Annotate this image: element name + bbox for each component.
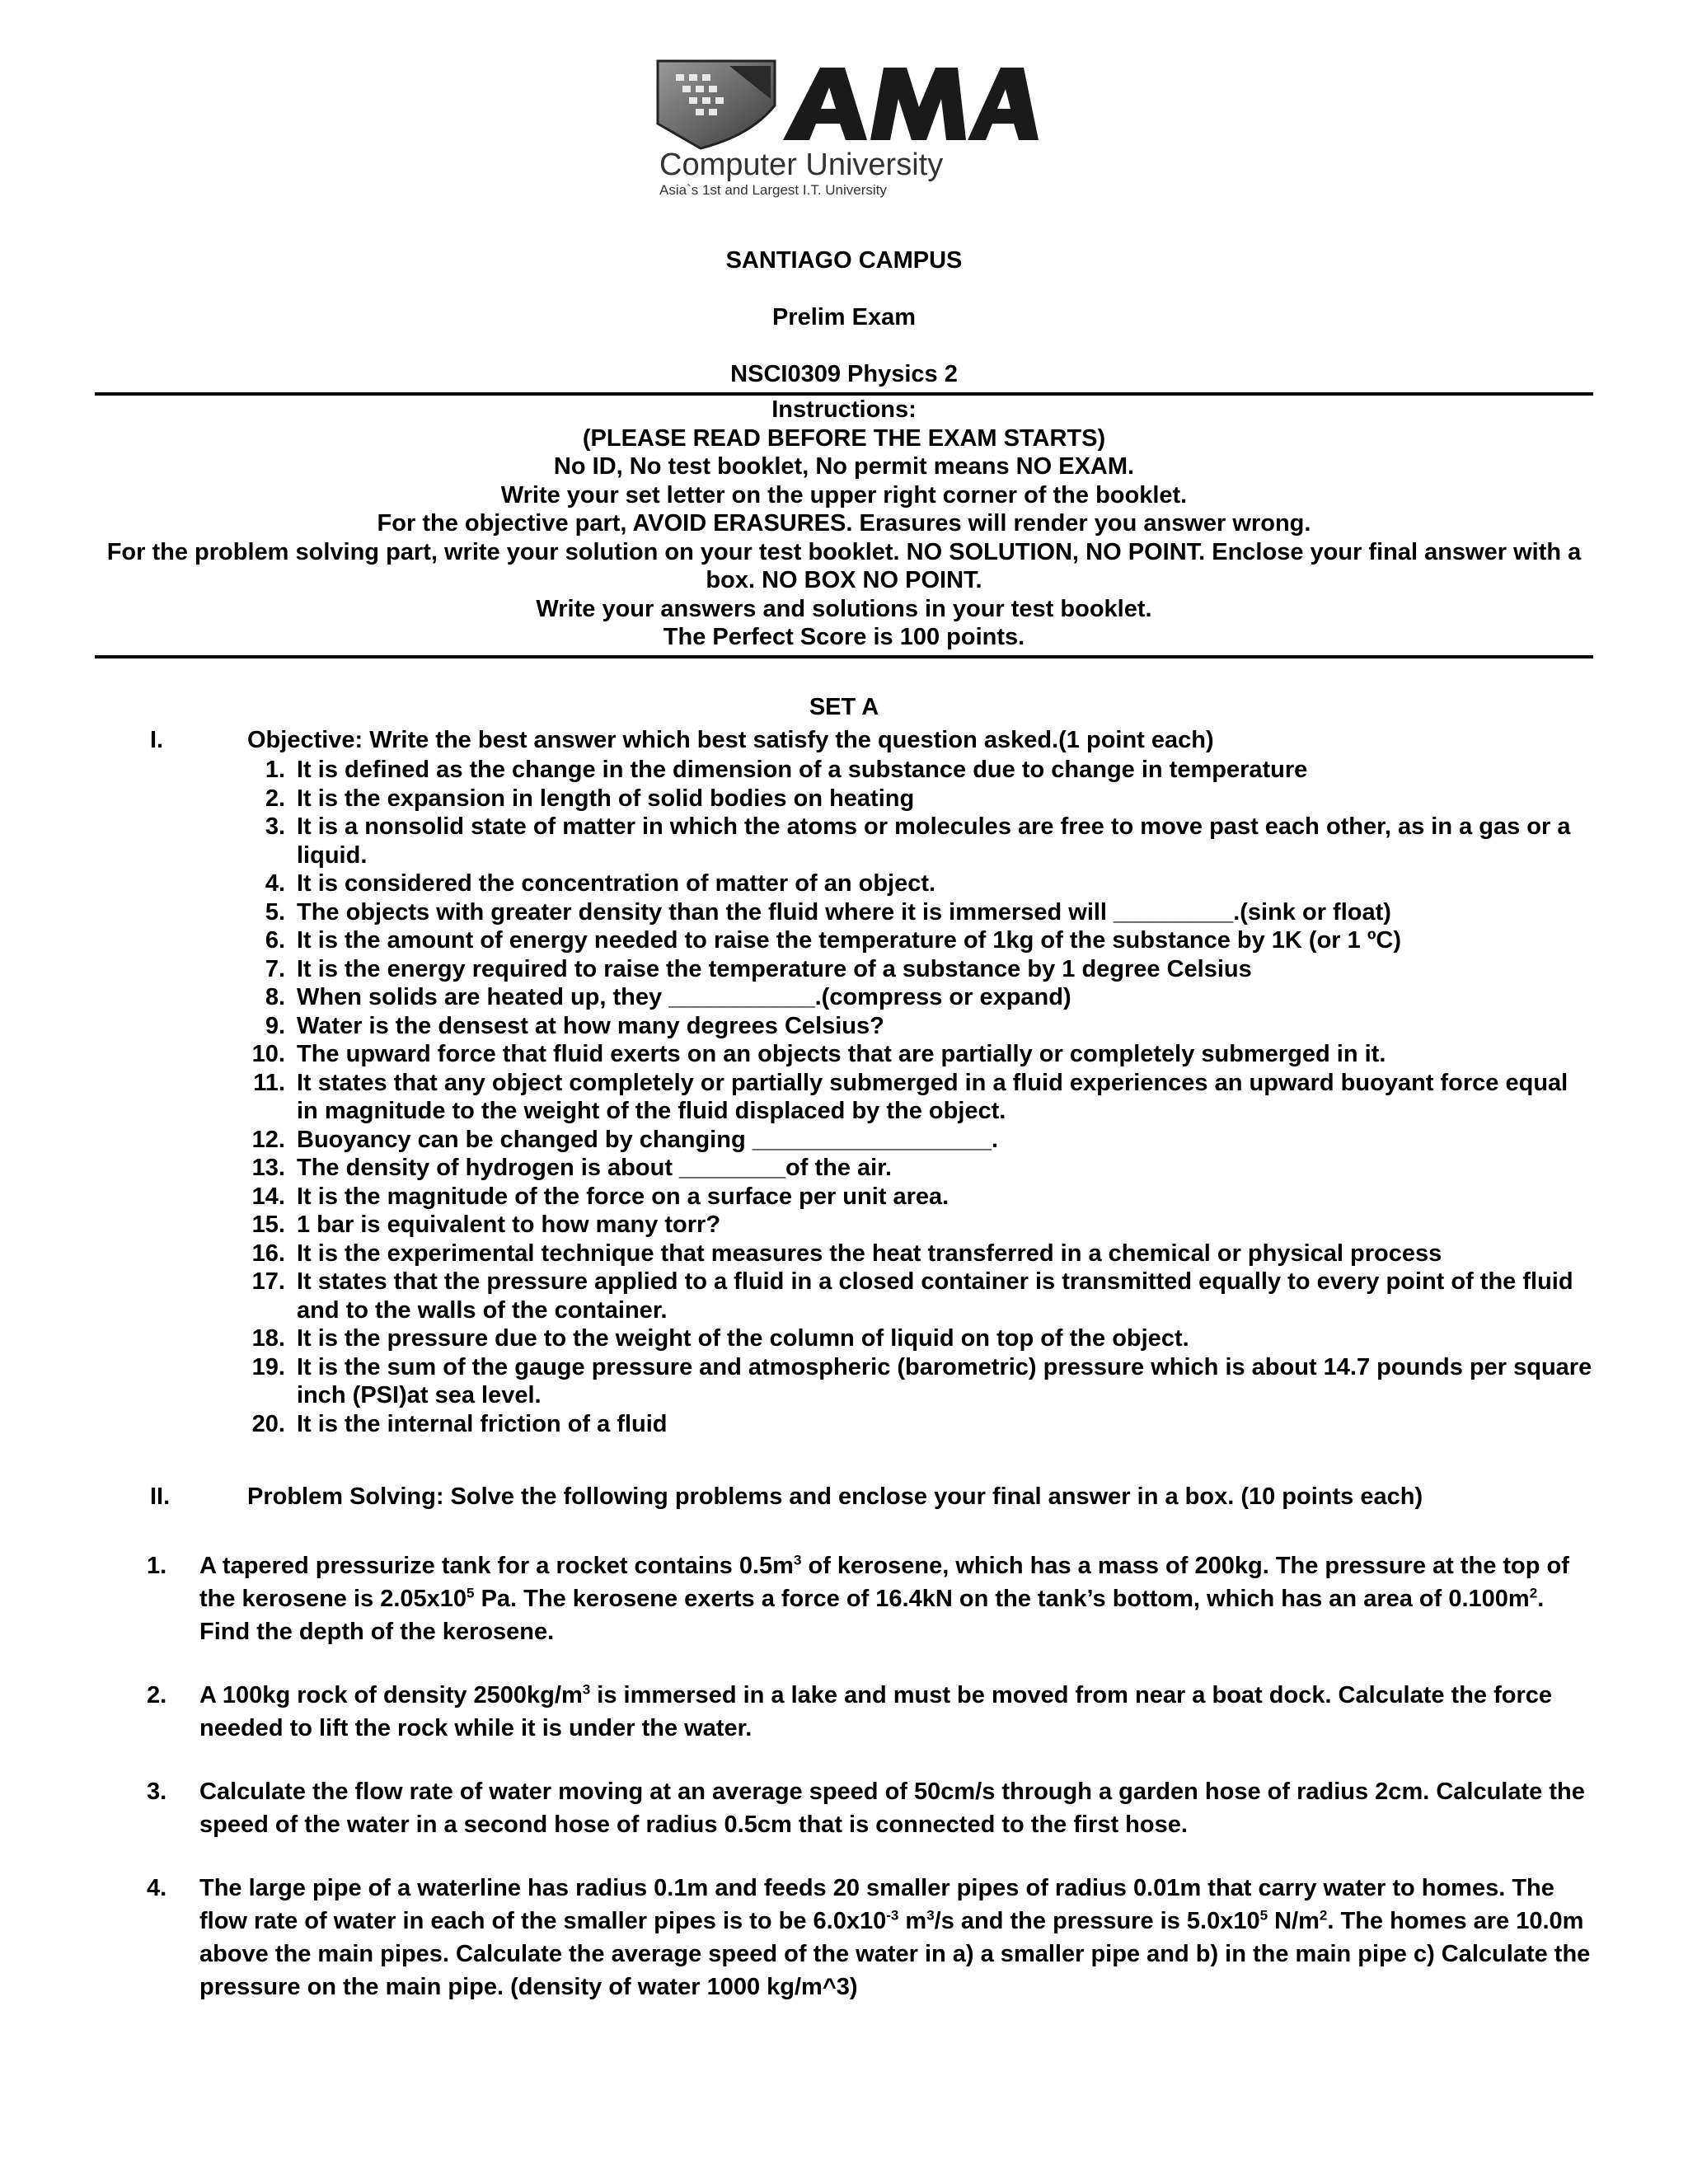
question-item bbox=[244, 1324, 1596, 1353]
superscript: 3 bbox=[582, 1681, 591, 1698]
question-item bbox=[244, 898, 1596, 927]
question-text: It is considered the concentration of matter of an object. bbox=[297, 870, 936, 897]
problem-number: 2. bbox=[147, 1682, 167, 1708]
objective-questions bbox=[244, 756, 1596, 1438]
superscript: 2 bbox=[1529, 1585, 1538, 1601]
question-text: The upward force that fluid exerts on an objects that are partially or completely submerged in it. bbox=[297, 1041, 1386, 1067]
question-item bbox=[244, 955, 1596, 984]
question-item bbox=[244, 926, 1596, 955]
problem-text-segment: of kerosene, which has a mass of 200kg. The pressure at the top of the kerosene is 2.05x10 bbox=[199, 1553, 1569, 1612]
question-number: 1. bbox=[265, 757, 285, 783]
bottom-rule bbox=[95, 655, 1593, 658]
problem-text bbox=[199, 1779, 1585, 1838]
instruction-line: For the objective part, AVOID ERASURES. Erasures will render you answer wrong. bbox=[377, 510, 1311, 537]
problem-text-segment: Calculate the flow rate of water moving at an average speed of 50cm/s through a garden hose of radius 2cm. Calculate the speed of the water in a second hose of radius 0.5cm that is connected to the first hose. bbox=[199, 1779, 1585, 1838]
question-text: It is a nonsolid state of matter in which the atoms or molecules are free to move past each other, as in a gas or a liquid. bbox=[297, 813, 1571, 869]
problem-text-segment: /s and the pressure is 5.0x10 bbox=[934, 1908, 1260, 1934]
question-number: 15. bbox=[251, 1212, 285, 1238]
question-number: 11. bbox=[253, 1069, 285, 1096]
question-text: It is the sum of the gauge pressure and atmospheric (barometric) pressure which is about 14.7 pounds per square inch (PSI)at sea level. bbox=[297, 1353, 1592, 1408]
question-number: 13. bbox=[251, 1155, 285, 1181]
question-item bbox=[244, 1410, 1596, 1439]
question-text: It is the experimental technique that measures the heat transferred in a chemical or physical process bbox=[297, 1240, 1442, 1267]
problem-item bbox=[147, 1679, 1597, 1745]
part1-heading-text: Objective: Write the best answer which best satisfy the question asked.(1 point each) bbox=[247, 727, 1214, 753]
question-text: It is the magnitude of the force on a surface per unit area. bbox=[297, 1183, 950, 1210]
question-item bbox=[244, 1040, 1596, 1069]
question-text: The density of hydrogen is about ________of the air. bbox=[297, 1155, 892, 1181]
question-number: 9. bbox=[265, 1012, 285, 1039]
question-number: 20. bbox=[251, 1410, 285, 1437]
instructions-block bbox=[95, 396, 1593, 652]
question-text: It is the energy required to raise the temperature of a substance by 1 degree Celsius bbox=[297, 955, 1252, 982]
superscript: 5 bbox=[467, 1585, 475, 1601]
superscript: 3 bbox=[793, 1552, 802, 1568]
question-item bbox=[244, 1240, 1596, 1268]
instruction-line: No ID, No test booklet, No permit means NO EXAM. bbox=[553, 453, 1135, 480]
superscript: -3 bbox=[886, 1907, 899, 1924]
question-item bbox=[244, 1268, 1596, 1324]
question-text: The objects with greater density than the fluid where it is immersed will _________.(sink or float) bbox=[297, 898, 1391, 926]
superscript: 2 bbox=[1319, 1907, 1328, 1924]
superscript: 3 bbox=[926, 1907, 935, 1924]
problem-number: 1. bbox=[147, 1553, 167, 1579]
question-number: 4. bbox=[265, 870, 285, 897]
question-text: It is the pressure due to the weight of the column of liquid on top of the object. bbox=[297, 1325, 1189, 1352]
question-number: 19. bbox=[251, 1353, 285, 1380]
instruction-line: For the problem solving part, write your solution on your test booklet. NO SOLUTION, NO POINT. Enclose your final answer with a box. NO BOX NO POINT. bbox=[106, 538, 1582, 593]
question-number: 10. bbox=[251, 1041, 285, 1067]
problem-text-segment: m bbox=[898, 1908, 927, 1934]
question-item bbox=[244, 1353, 1596, 1410]
question-number: 18. bbox=[251, 1325, 285, 1352]
question-number: 5. bbox=[265, 898, 285, 926]
question-item bbox=[244, 756, 1596, 785]
instruction-line: Write your set letter on the upper right corner of the booklet. bbox=[500, 481, 1188, 509]
question-text: It states that the pressure applied to a fluid in a closed container is transmitted equally to every point of the fluid and to the walls of the container. bbox=[297, 1268, 1573, 1324]
question-number: 2. bbox=[265, 785, 285, 812]
problem-item bbox=[147, 1872, 1597, 2004]
question-number: 8. bbox=[265, 984, 285, 1010]
question-text: When solids are heated up, they ___________.(compress or expand) bbox=[297, 984, 1071, 1010]
question-item bbox=[244, 1211, 1596, 1240]
problem-text-segment: is immersed in a lake and must be moved from near a boat dock. Calculate the force needed to lift the rock while it is under the water. bbox=[199, 1682, 1553, 1741]
question-item bbox=[244, 1126, 1596, 1155]
question-text: It is the amount of energy needed to raise the temperature of 1kg of the substance by 1K (or 1 ºC) bbox=[297, 927, 1402, 954]
problem-number: 3. bbox=[147, 1779, 167, 1805]
part2-heading-text: Problem Solving: Solve the following problems and enclose your final answer in a box. (10 points each) bbox=[247, 1483, 1423, 1510]
question-number: 6. bbox=[265, 927, 285, 954]
instructions-title: Instructions: bbox=[771, 396, 917, 423]
instruction-line: The Perfect Score is 100 points. bbox=[663, 624, 1025, 650]
course-title: NSCI0309 Physics 2 bbox=[730, 361, 958, 387]
ama-logo bbox=[651, 58, 1039, 202]
question-item bbox=[244, 785, 1596, 813]
question-item bbox=[244, 983, 1596, 1012]
set-label: SET A bbox=[809, 694, 879, 720]
problem-text-segment: Pa. The kerosene exerts a force of 16.4kN on the tank’s bottom, which has an area of 0.100m bbox=[474, 1586, 1530, 1612]
instruction-line: (PLEASE READ BEFORE THE EXAM STARTS) bbox=[582, 424, 1106, 452]
question-item bbox=[244, 1069, 1596, 1126]
question-item bbox=[244, 813, 1596, 869]
question-text: It states that any object completely or partially submerged in a fluid experiences an upward buoyant force equal in magnitude to the weight of the fluid displaced by the object. bbox=[297, 1069, 1568, 1124]
question-item bbox=[244, 1183, 1596, 1212]
problem-text bbox=[199, 1553, 1569, 1645]
exam-title: Prelim Exam bbox=[771, 304, 917, 330]
problem-number: 4. bbox=[147, 1875, 167, 1901]
problem-text-segment: . The homes are 10.0m above the main pipes. Calculate the average speed of the water in a) a smaller pipe and b) in the main pipe c) Calculate the pressure on the main pipe. (density of water 1000 kg/m^3) bbox=[199, 1908, 1591, 2000]
question-text: It is the expansion in length of solid bodies on heating bbox=[297, 785, 915, 812]
question-item bbox=[244, 1154, 1596, 1183]
part1-number: I. bbox=[150, 727, 164, 753]
problem-text-segment: N/m bbox=[1268, 1908, 1320, 1934]
instruction-line: Write your answers and solutions in your test booklet. bbox=[536, 595, 1152, 622]
problem-text-segment: . Find the depth of the kerosene. bbox=[199, 1586, 1545, 1645]
problem-text-segment: The large pipe of a waterline has radius 0.1m and feeds 20 smaller pipes of radius 0.01m that carry water to homes. The flow rate of water in each of the smaller pipes is to be 6.0x10 bbox=[199, 1875, 1554, 1934]
question-text: It is the internal friction of a fluid bbox=[297, 1410, 668, 1437]
problem-text bbox=[199, 1875, 1590, 2000]
question-number: 7. bbox=[265, 955, 285, 982]
question-text: Buoyancy can be changed by changing __________________. bbox=[297, 1126, 999, 1153]
question-number: 14. bbox=[251, 1183, 285, 1210]
part2-number: II. bbox=[150, 1483, 171, 1510]
problem-text bbox=[199, 1682, 1552, 1741]
campus-title: SANTIAGO CAMPUS bbox=[725, 247, 963, 274]
question-number: 3. bbox=[265, 813, 285, 840]
svg-text:Asia`s 1st and Largest I.T. Un: Asia`s 1st and Largest I.T. University bbox=[659, 182, 887, 198]
question-item bbox=[244, 869, 1596, 898]
question-text: 1 bar is equivalent to how many torr? bbox=[297, 1212, 721, 1238]
problem-item bbox=[147, 1775, 1597, 1841]
question-number: 17. bbox=[251, 1268, 285, 1295]
problem-text-segment: A tapered pressurize tank for a rocket contains 0.5m bbox=[199, 1553, 794, 1579]
problem-list bbox=[147, 1549, 1597, 2034]
svg-text:Computer University: Computer University bbox=[659, 148, 944, 182]
problem-text-segment: A 100kg rock of density 2500kg/m bbox=[199, 1682, 583, 1708]
question-text: It is defined as the change in the dimension of a substance due to change in temperature bbox=[297, 757, 1308, 783]
question-number: 12. bbox=[251, 1126, 285, 1153]
question-text: Water is the densest at how many degrees Celsius? bbox=[297, 1012, 884, 1039]
superscript: 5 bbox=[1259, 1907, 1268, 1924]
question-number: 16. bbox=[251, 1240, 285, 1267]
problem-item bbox=[147, 1549, 1597, 1648]
question-item bbox=[244, 1012, 1596, 1041]
